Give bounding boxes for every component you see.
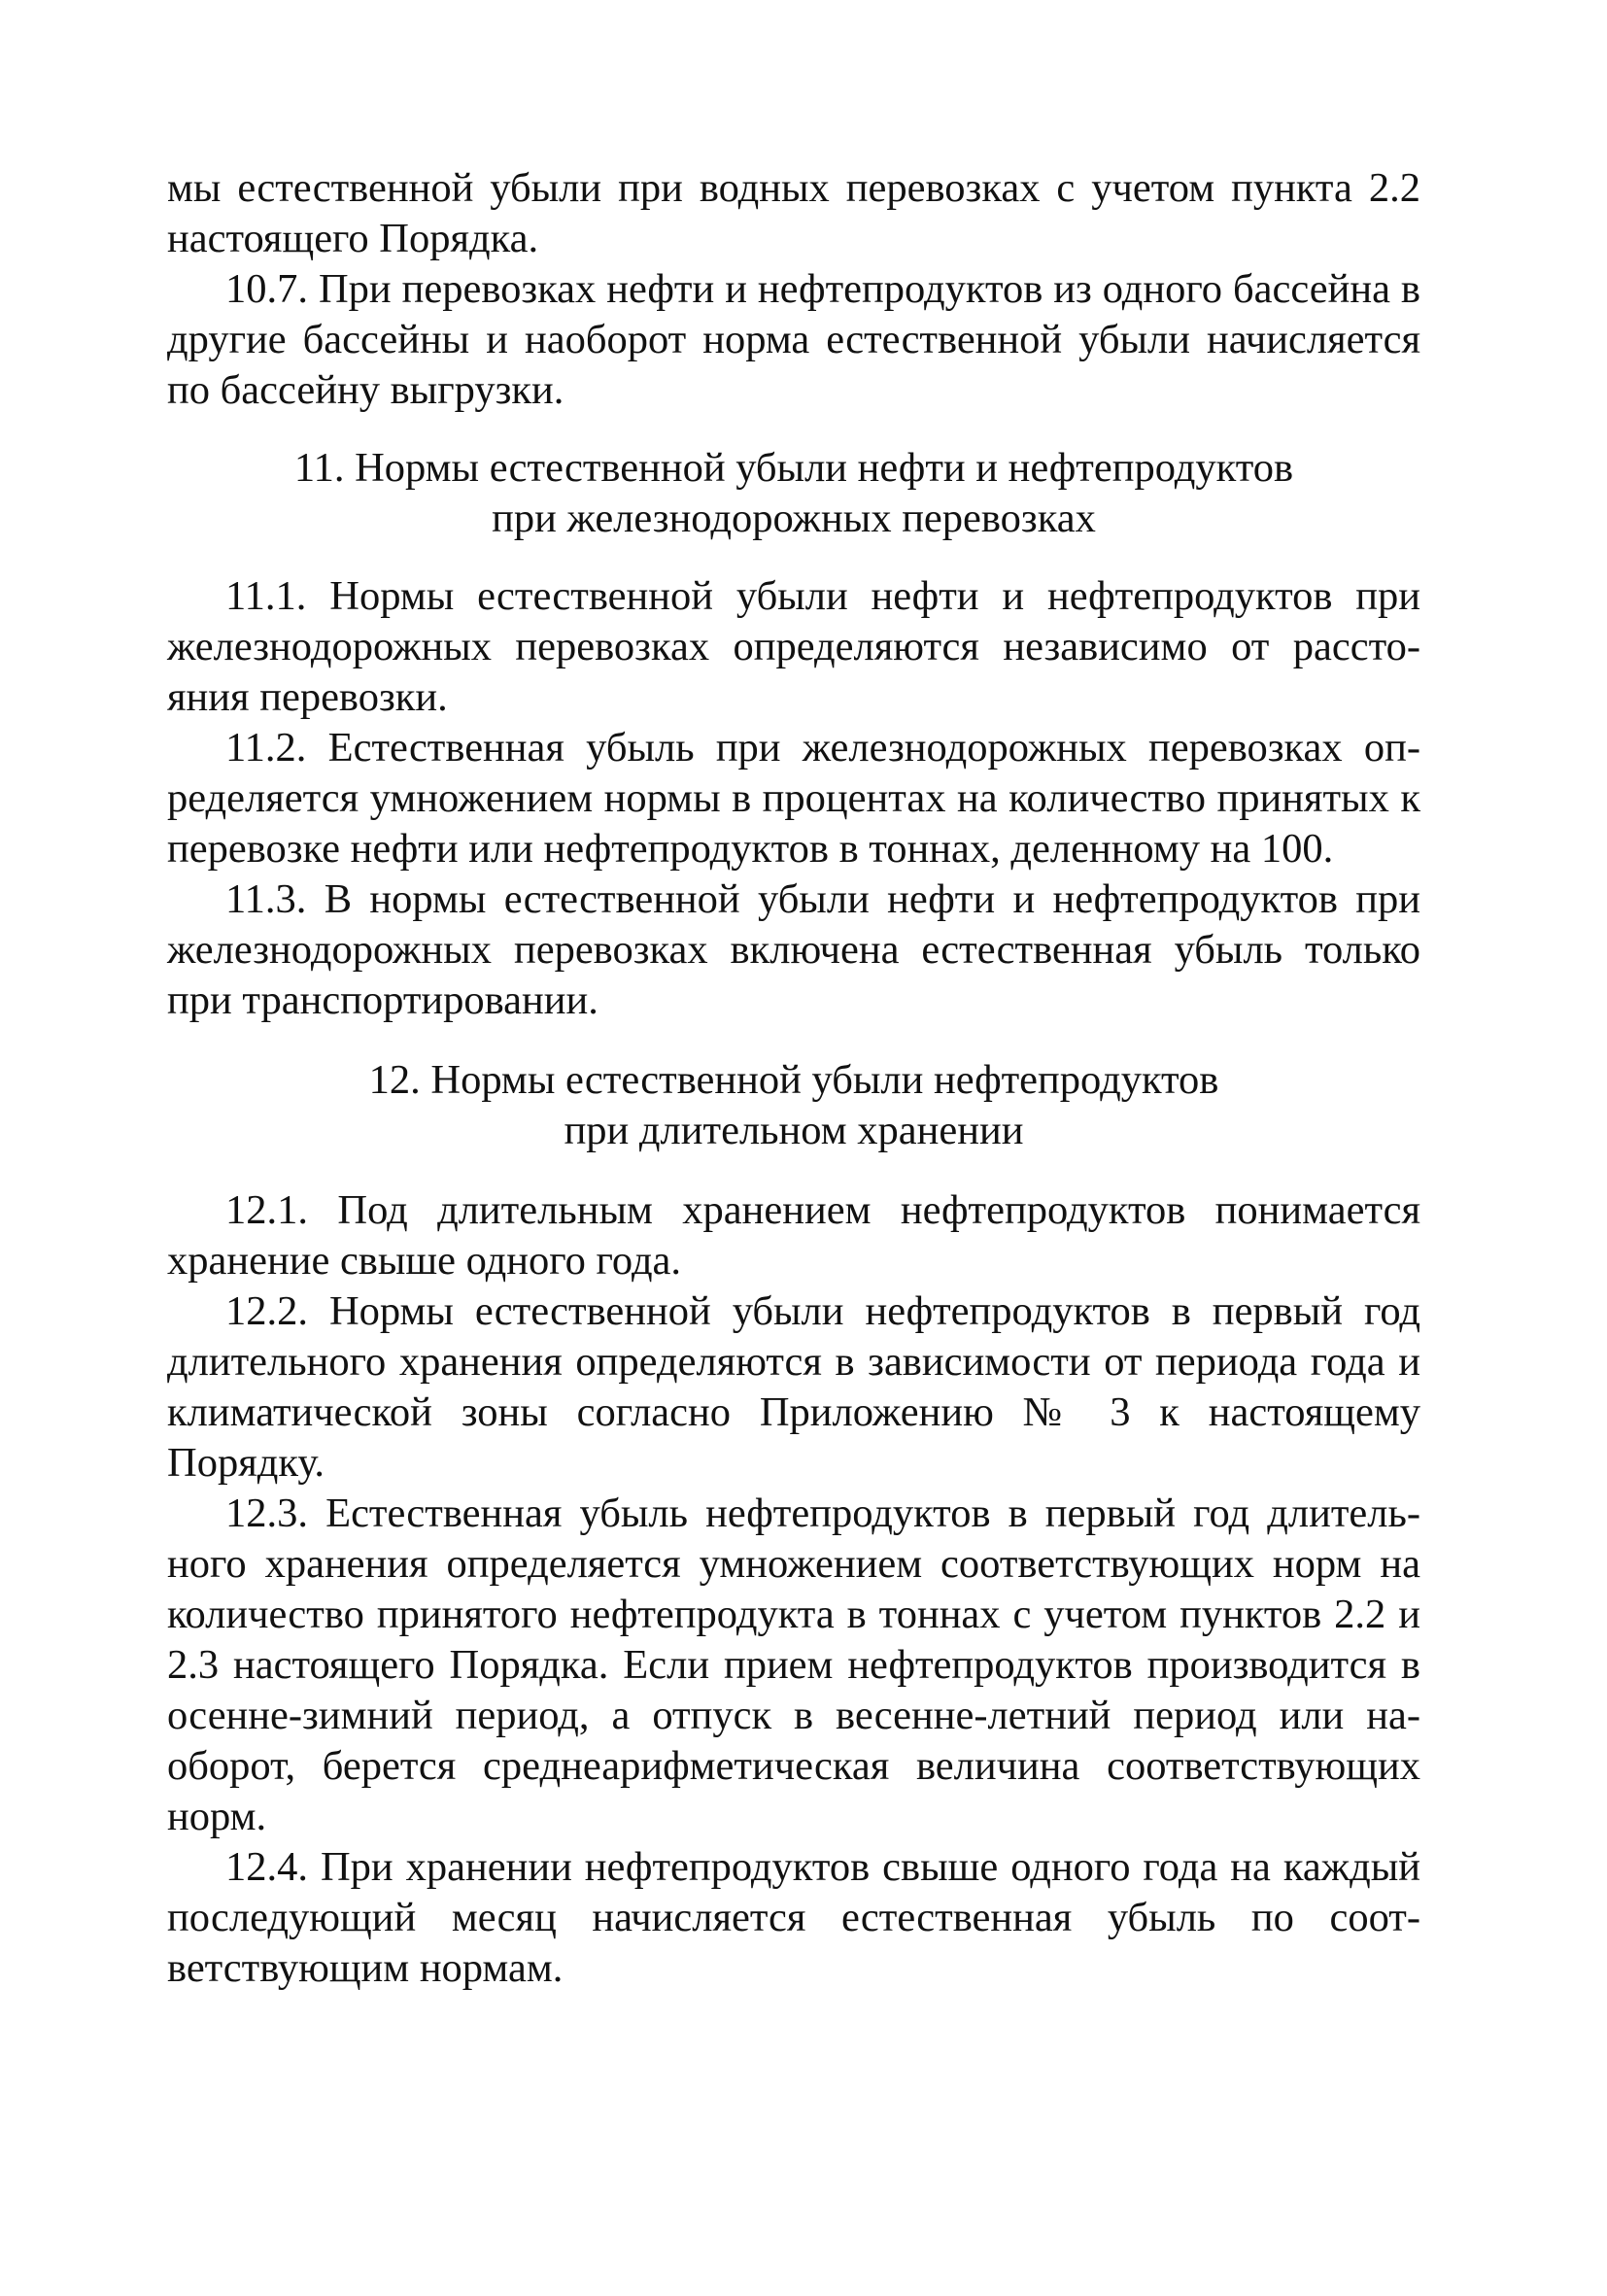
paragraph-11-3: 11.3. В нормы естественной убыли нефти и нефтепродуктов при железнодорожных перевозках включена естественная убыль только при транспортировании. — [167, 876, 1420, 1023]
section-heading-12 — [167, 1055, 1420, 1156]
section-heading-12-line-1: 12. Нормы естественной убыли нефтепродуктов — [368, 1057, 1219, 1103]
paragraph-12-2: 12.2. Нормы естественной убыли нефтепродуктов в первый год длительного хранения определяются в зависимости от периода года и климатической зоны согласно Приложению № 3 к настоящему Порядку. — [167, 1288, 1420, 1486]
paragraph-12-1: 12.1. Под длительным хранением нефтепродуктов понимается хранение свыше одного года. — [167, 1187, 1420, 1284]
paragraph-continuation: мы естественной убыли при водных перевозках с учетом пункта 2.2 настоящего Порядка. — [167, 165, 1420, 261]
paragraph-11-2: 11.2. Естественная убыль при железнодорожных перевозках определяется умножением нормы в процентах на количество принятых к перевозке нефти или нефтепродуктов в тоннах, деленному на 100. — [167, 725, 1420, 872]
section-heading-11 — [167, 443, 1420, 544]
paragraph-12-3: 12.3. Естественная убыль нефтепродуктов в первый год длительного хранения определяется умножением соответствующих норм на количество принятого нефтепродукта в тоннах с учетом пунктов 2.2 и 2.3 настоящего Порядка. Если прием нефтепродуктов производится в осенне-зимний период, а отпуск в весенне-летний период или наоборот, берется среднеарифметическая величина соответствующих норм. — [167, 1491, 1420, 1839]
paragraph-10-7: 10.7. При перевозках нефти и нефтепродуктов из одного бассейна в другие бассейны и наоборот норма естественной убыли начисляется по бассейну выгрузки. — [167, 266, 1420, 413]
document-page — [167, 163, 1420, 1994]
section-heading-11-line-2: при железнодорожных перевозках — [492, 496, 1096, 541]
section-heading-12-line-2: при длительном хранении — [564, 1108, 1024, 1153]
paragraph-12-4: 12.4. При хранении нефтепродуктов свыше одного года на каждый последующий месяц начисляется естественная убыль по соответствующим нормам. — [167, 1844, 1420, 1991]
paragraph-11-1: 11.1. Нормы естественной убыли нефти и нефтепродуктов при железнодорожных перевозках определяются независимо от расстояния перевозки. — [167, 573, 1420, 720]
section-heading-11-line-1: 11. Нормы естественной убыли нефти и нефтепродуктов — [293, 445, 1294, 491]
